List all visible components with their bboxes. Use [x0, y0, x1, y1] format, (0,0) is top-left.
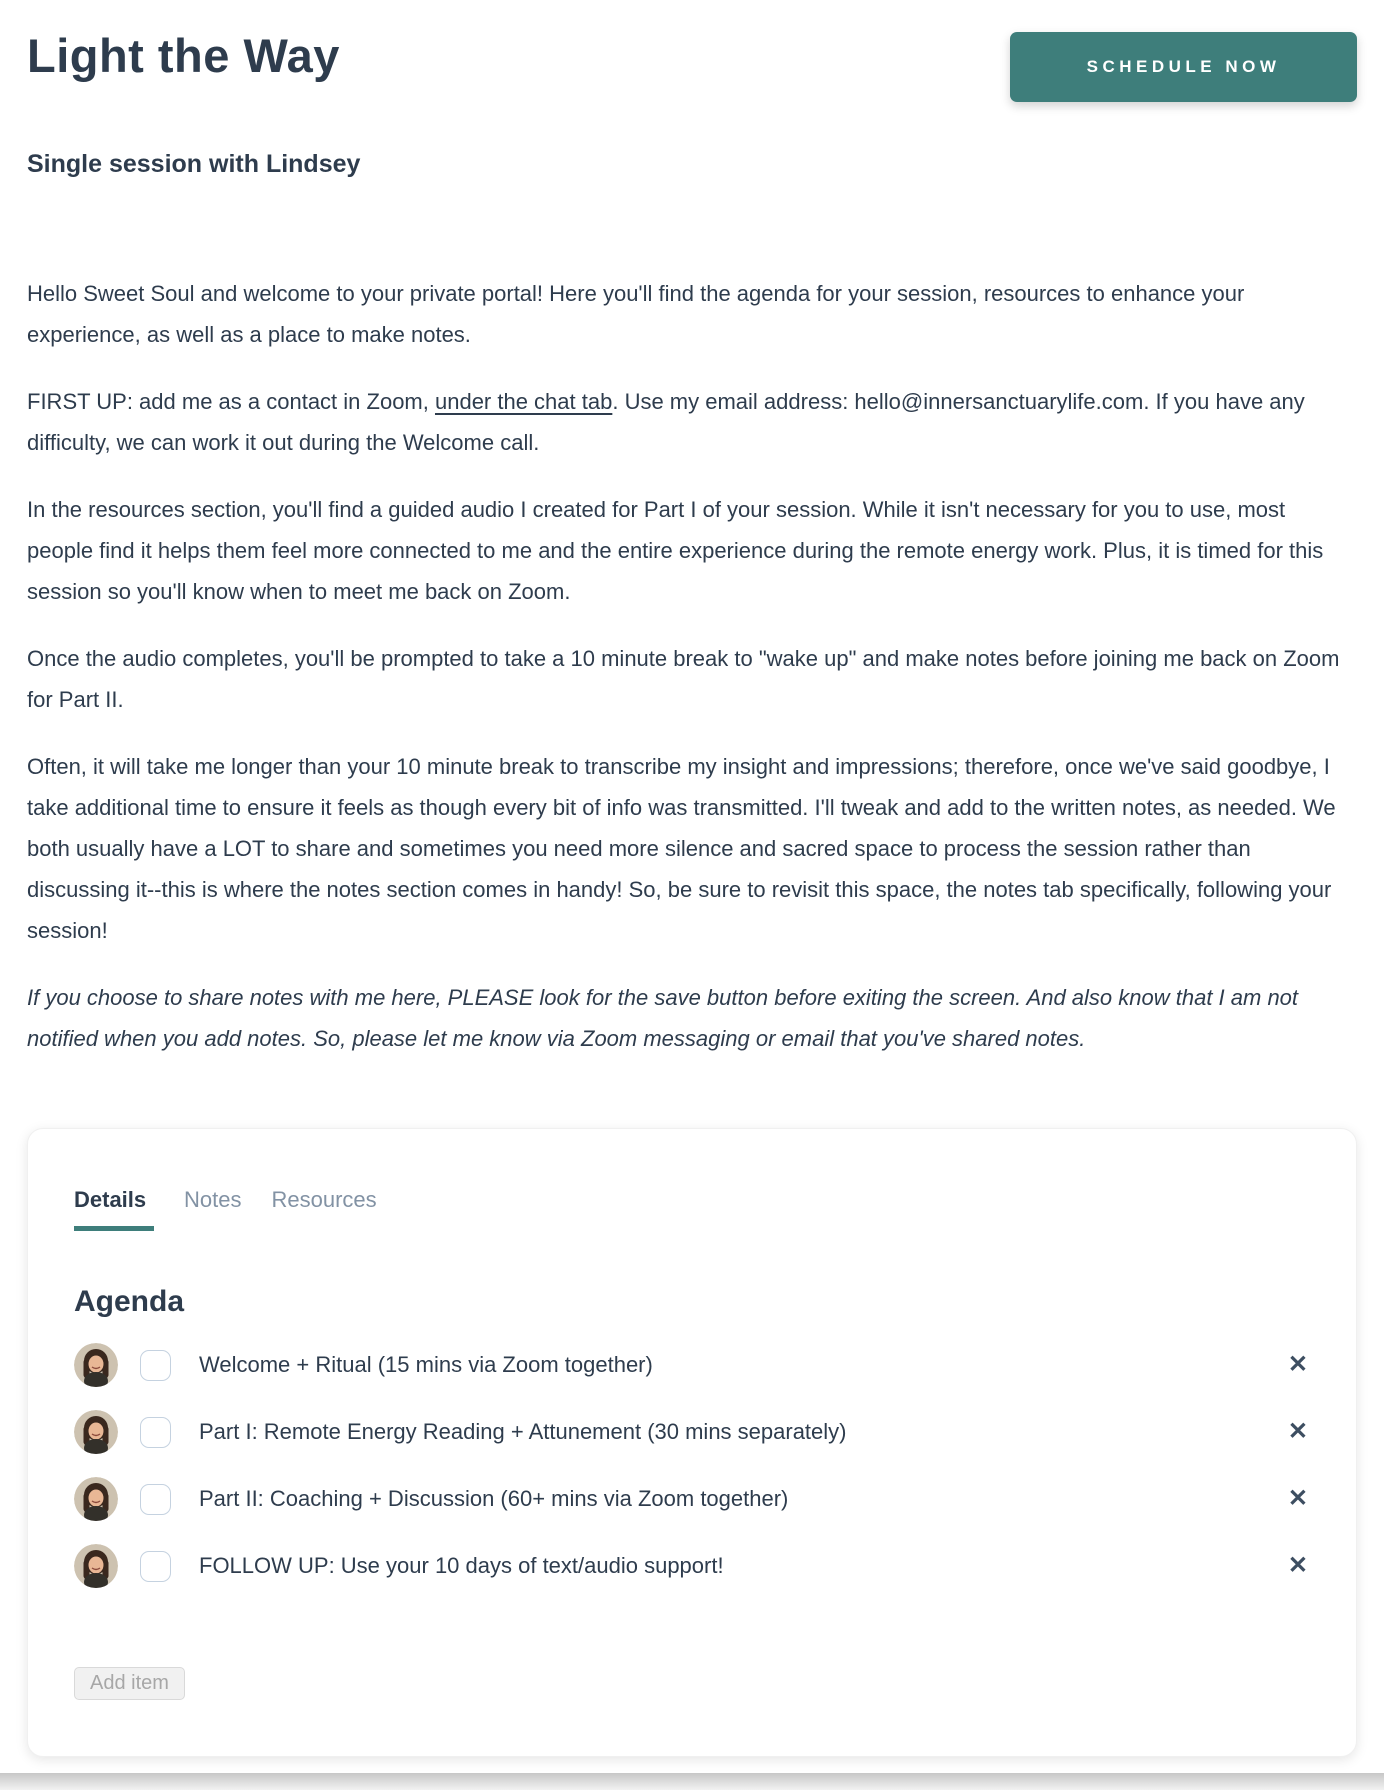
- agenda-item-label: FOLLOW UP: Use your 10 days of text/audio support!: [199, 1553, 724, 1578]
- tab-notes[interactable]: Notes: [184, 1187, 242, 1212]
- agenda-item-label: Welcome + Ritual (15 mins via Zoom together): [199, 1352, 653, 1377]
- schedule-now-button[interactable]: SCHEDULE NOW: [1010, 32, 1357, 102]
- tab-resources[interactable]: Resources: [271, 1187, 377, 1212]
- card-tabs: [74, 1187, 1310, 1231]
- intro-paragraph-3: In the resources section, you'll find a guided audio I created for Part I of your session. While it isn't necessary for you to use, most people find it helps them feel more connected to me and the entire experience during the remote energy work. Plus, it is timed for this session so you'll know when to meet me back on Zoom.: [27, 497, 1324, 604]
- chat-tab-link[interactable]: under the chat tab: [434, 389, 613, 414]
- agenda-item-row: [74, 1544, 1310, 1588]
- intro-paragraph-4: Once the audio completes, you'll be prompted to take a 10 minute break to "wake up" and make notes before joining me back on Zoom for Part II.: [27, 646, 1340, 712]
- agenda-item-checkbox[interactable]: [140, 1484, 171, 1515]
- intro-paragraph-notes-disclaimer: If you choose to share notes with me here, PLEASE look for the save button before exiting the screen. And also know that I am not notified when you add notes. So, please let me know via Zoom messaging or email that you've shared notes.: [27, 985, 1299, 1051]
- tab-details[interactable]: Details: [74, 1187, 154, 1231]
- intro-paragraph-2-end: . Use my email address: hello@innersanctuarylife.com. If you have any difficulty, we can work it out during the Welcome call.: [27, 389, 1305, 455]
- agenda-item-label: Part I: Remote Energy Reading + Attunement (30 mins separately): [199, 1419, 847, 1444]
- remove-item-icon[interactable]: ✕: [1287, 1485, 1308, 1512]
- agenda-item-label: Part II: Coaching + Discussion (60+ mins via Zoom together): [199, 1486, 789, 1511]
- intro-paragraph-2-start: FIRST UP: add me as a contact in Zoom,: [27, 389, 435, 414]
- remove-item-icon[interactable]: ✕: [1287, 1351, 1308, 1378]
- intro-paragraph-1: Hello Sweet Soul and welcome to your private portal! Here you'll find the agenda for your session, resources to enhance your experience, as well as a place to make notes.: [27, 281, 1245, 347]
- agenda-item-checkbox[interactable]: [140, 1350, 171, 1381]
- agenda-item-checkbox[interactable]: [140, 1417, 171, 1448]
- session-subtitle: Single session with Lindsey: [27, 150, 361, 178]
- page-header: [27, 0, 1357, 102]
- add-item-button[interactable]: Add item: [74, 1667, 185, 1700]
- session-card: [27, 1128, 1357, 1757]
- intro-paragraph-2: [27, 381, 1357, 463]
- coach-avatar: [74, 1544, 118, 1588]
- agenda-heading: Agenda: [74, 1285, 185, 1318]
- agenda-item-row: [74, 1477, 1310, 1521]
- remove-item-icon[interactable]: ✕: [1287, 1418, 1308, 1445]
- agenda-list: [74, 1343, 1310, 1588]
- agenda-item-row: [74, 1410, 1310, 1454]
- agenda-item-row: [74, 1343, 1310, 1387]
- coach-avatar: [74, 1343, 118, 1387]
- coach-avatar: [74, 1477, 118, 1521]
- page-title: Light the Way: [27, 29, 340, 82]
- remove-item-icon[interactable]: ✕: [1287, 1552, 1308, 1579]
- bottom-shadow-band: [0, 1773, 1384, 1790]
- intro-paragraph-5: Often, it will take me longer than your 10 minute break to transcribe my insight and impressions; therefore, once we've said goodbye, I take additional time to ensure it feels as though every bit of info was transmitted. I'll tweak and add to the written notes, as needed. We both usually have a LOT to share and sometimes you need more silence and sacred space to process the session rather than discussing it--this is where the notes section comes in handy! So, be sure to revisit this space, the notes tab specifically, following your session!: [27, 754, 1336, 943]
- agenda-item-checkbox[interactable]: [140, 1551, 171, 1582]
- coach-avatar: [74, 1410, 118, 1454]
- intro-text: [27, 273, 1357, 1059]
